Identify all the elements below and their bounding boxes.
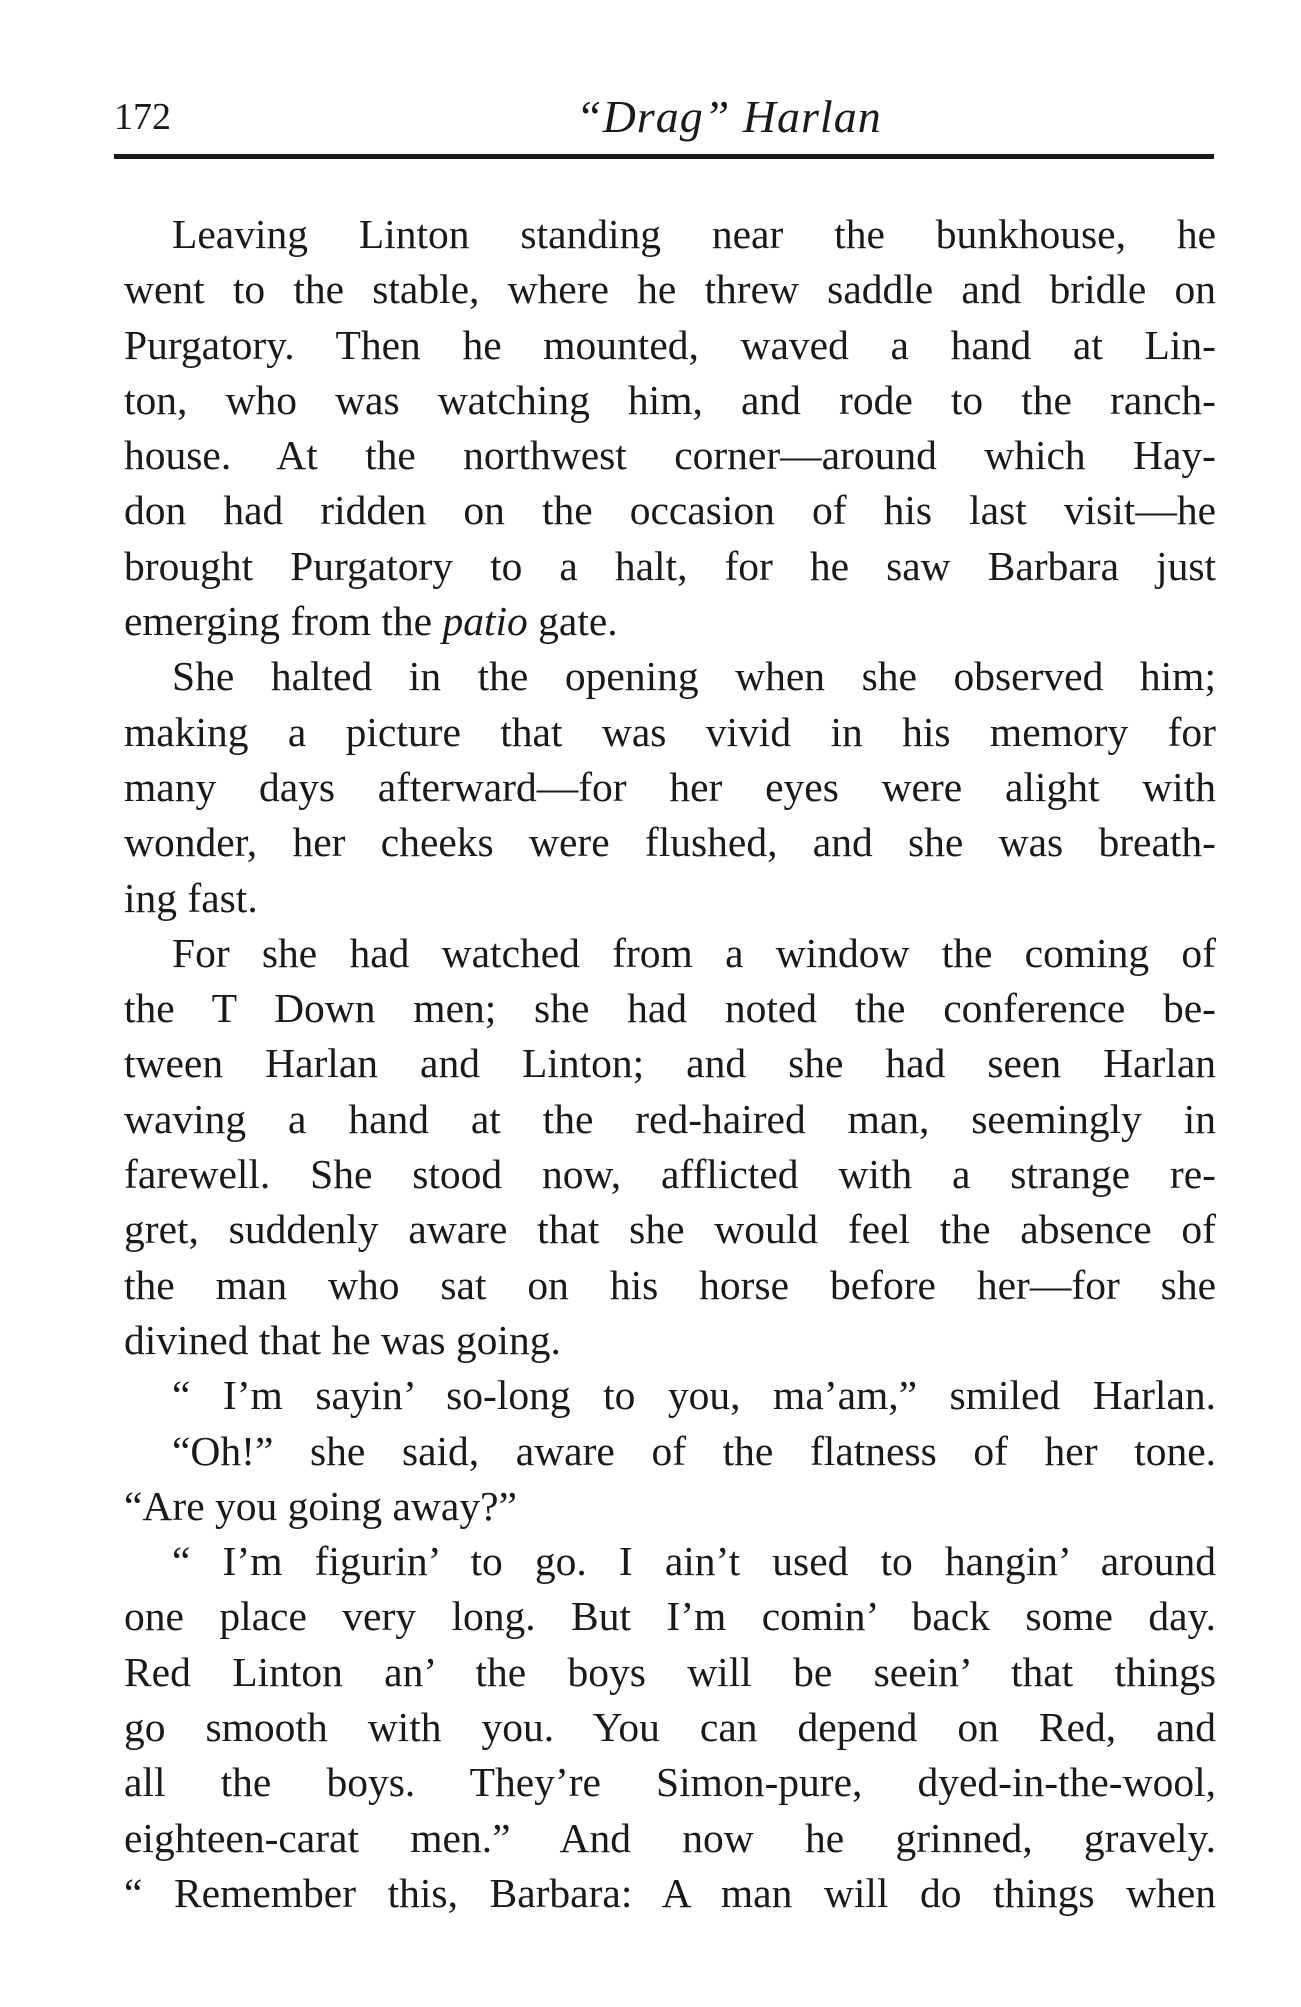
text-line [124, 594, 1216, 649]
page-number: 172 [114, 96, 171, 138]
text-line: “Are you going away?” [124, 1482, 517, 1529]
text-line: farewell. She stood now, afflicted with a strange re- [124, 1151, 1216, 1198]
running-head [114, 92, 1214, 142]
text-line: Purgatory. Then he mounted, waved a hand at Lin- [124, 321, 1216, 368]
text-line: ton, who was watching him, and rode to the ranch- [124, 376, 1216, 423]
text-line: all the boys. They’re Simon-pure, dyed-in-the-wool, [124, 1759, 1216, 1806]
text-line: Red Linton an’ the boys will be seein’ that things [124, 1648, 1216, 1695]
text-line: divined that he was going. [124, 1316, 561, 1363]
text-line: wonder, her cheeks were flushed, and she was breath- [124, 819, 1216, 866]
text-run: gate. [538, 598, 618, 645]
text-line: “ I’m figurin’ to go. I ain’t used to hangin’ around [172, 1538, 1216, 1585]
text-line: don had ridden on the occasion of his last visit—he [124, 487, 1216, 534]
running-title: “Drag” Harlan [576, 91, 882, 142]
text-line: making a picture that was vivid in his memory for [124, 708, 1216, 755]
body-text [124, 207, 1216, 1921]
text-line: house. At the northwest corner—around which Hay- [124, 432, 1216, 479]
text-line: many days afterward—for her eyes were alight with [124, 763, 1216, 810]
text-line: “Oh!” she said, aware of the flatness of her tone. [172, 1427, 1216, 1474]
text-line: eighteen-carat men.” And now he grinned, gravely. [124, 1814, 1216, 1861]
text-line: one place very long. But I’m comin’ back some day. [124, 1593, 1216, 1640]
text-line: For she had watched from a window the coming of [172, 929, 1216, 976]
text-line: ing fast. [124, 874, 258, 921]
text-line: gret, suddenly aware that she would feel the absence of [124, 1206, 1216, 1253]
text-line: the man who sat on his horse before her—for she [124, 1261, 1216, 1308]
text-line: “ Remember this, Barbara: A man will do things when [124, 1869, 1216, 1916]
text-line: waving a hand at the red-haired man, seemingly in [124, 1095, 1216, 1142]
text-line: She halted in the opening when she observed him; [172, 653, 1216, 700]
text-line: brought Purgatory to a halt, for he saw Barbara just [124, 542, 1216, 589]
text-line: tween Harlan and Linton; and she had seen Harlan [124, 1040, 1216, 1087]
text-run: emerging from the [124, 598, 433, 645]
text-line: Leaving Linton standing near the bunkhouse, he [172, 211, 1216, 257]
text-line: the T Down men; she had noted the conference be- [124, 985, 1216, 1032]
text-line: go smooth with you. You can depend on Red, and [124, 1704, 1216, 1751]
text-line: “ I’m sayin’ so-long to you, ma’am,” smiled Harlan. [172, 1372, 1216, 1419]
text-line: went to the stable, where he threw saddle and bridle on [124, 266, 1216, 313]
header-rule [114, 154, 1214, 159]
italic-word: patio [442, 598, 528, 645]
